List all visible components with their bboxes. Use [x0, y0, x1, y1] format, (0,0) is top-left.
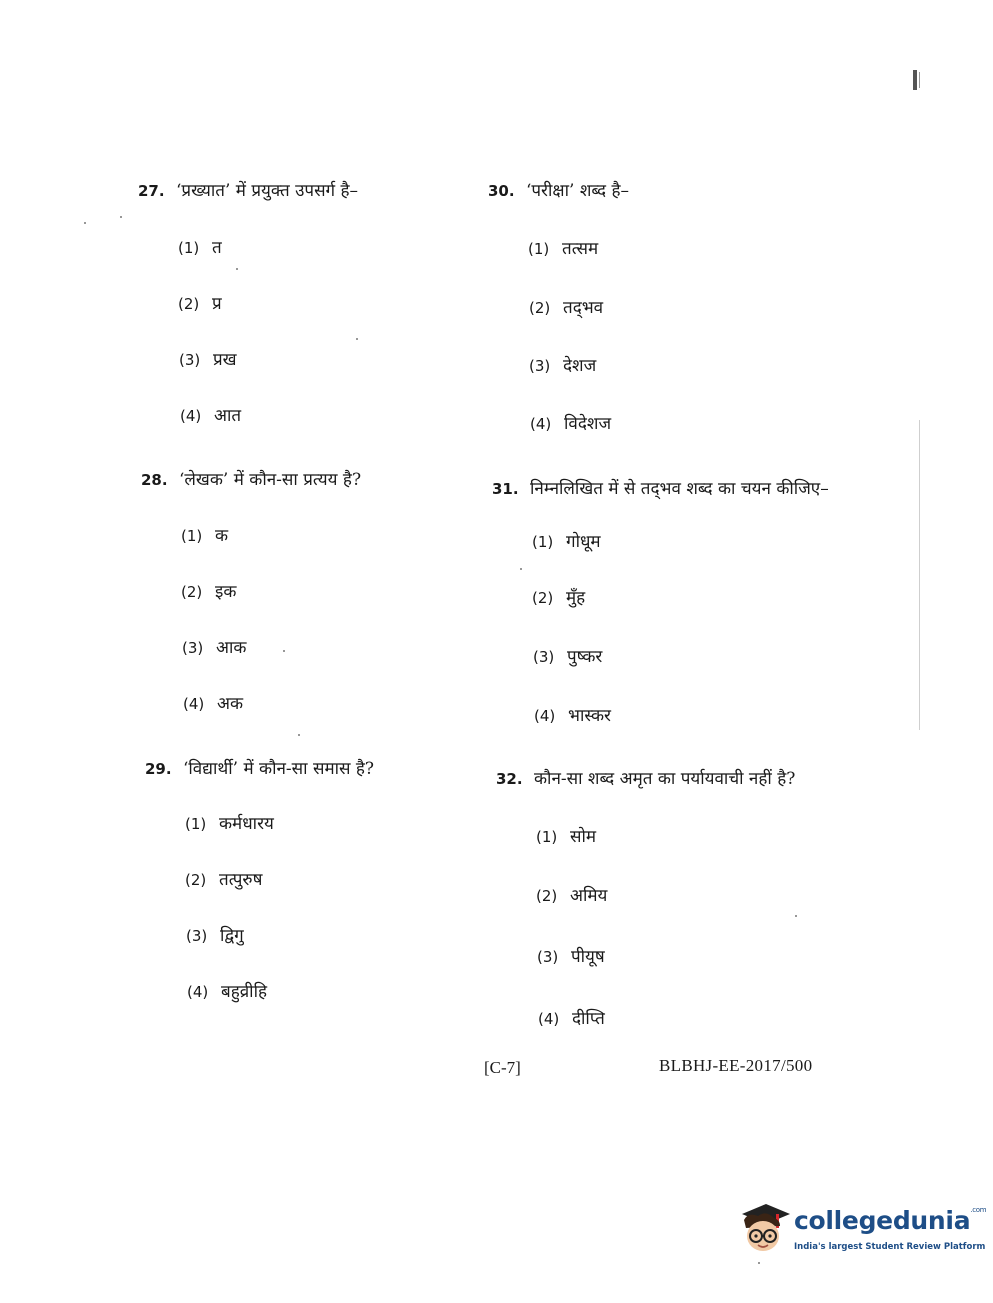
question-text: ‘विद्यार्थी’ में कौन-सा समास है?: [183, 759, 375, 779]
graduate-mascot-icon: [736, 1198, 792, 1258]
collegedunia-logo: [736, 1196, 987, 1266]
question-text: ‘लेखक’ में कौन-सा प्रत्यय है?: [179, 470, 362, 490]
question-text: निम्नलिखित में से तद्‌भव शब्द का चयन कीजिए–: [530, 479, 829, 499]
option-1: (1) त: [178, 238, 222, 258]
option-3: (3) द्विगु: [186, 926, 244, 946]
scan-speck: [236, 268, 238, 270]
scan-speck: [758, 1262, 760, 1264]
option-2: (2) तद्‌भव: [529, 298, 604, 318]
question-31: [492, 476, 852, 726]
option-2: (2) तत्पुरुष: [185, 870, 263, 890]
question-text: ‘परीक्षा’ शब्द है–: [526, 181, 629, 201]
question-32: [496, 766, 856, 1029]
option-2: (2) अमिय: [536, 886, 608, 906]
scan-speck: [356, 338, 358, 340]
scan-speck: [283, 650, 285, 652]
question-28: [141, 467, 501, 714]
option-3: (3) पीयूष: [537, 947, 605, 967]
question-text: कौन-सा शब्द अमृत का पर्यायवाची नहीं है?: [534, 769, 796, 789]
question-number: 30.: [488, 182, 515, 200]
option-2: (2) इक: [181, 582, 237, 602]
scan-edge-line: [919, 420, 920, 730]
question-30: [488, 178, 848, 434]
scan-speck: [520, 568, 522, 570]
scan-speck: [795, 915, 797, 917]
option-3: (3) पुष्कर: [533, 647, 603, 667]
question-text: ‘प्रख्यात’ में प्रयुक्त उपसर्ग है–: [176, 181, 359, 201]
question-number: 32.: [496, 770, 523, 788]
scan-speck: [84, 222, 86, 224]
option-4: (4) भास्कर: [534, 706, 611, 726]
question-number: 28.: [141, 471, 168, 489]
option-4: (4) अक: [183, 694, 244, 714]
paper-code: BLBHJ-EE-2017/500: [659, 1056, 813, 1075]
logo-wordmark: collegedunia$^{.com}$: [794, 1206, 987, 1235]
option-4: (4) विदेशज: [530, 414, 612, 434]
option-3: (3) प्रख: [179, 350, 237, 370]
option-4: (4) दीप्ति: [538, 1009, 605, 1029]
question-number: 29.: [145, 760, 172, 778]
option-1: (1) सोम: [536, 827, 597, 847]
option-2: (2) मुँह: [532, 588, 586, 608]
scan-speck: [298, 734, 300, 736]
option-1: (1) क: [181, 526, 229, 546]
logo-tagline: India's largest Student Review Platform: [794, 1242, 986, 1252]
option-1: (1) कर्मधारय: [185, 814, 274, 834]
option-3: (3) देशज: [529, 356, 597, 376]
option-1: (1) तत्सम: [528, 239, 599, 259]
scan-speck: [120, 216, 122, 218]
option-4: (4) आत: [180, 406, 242, 426]
page-number: [C-7]: [484, 1058, 521, 1077]
option-2: (2) प्र: [178, 294, 222, 314]
page-corner-mark: [913, 70, 917, 90]
question-number: 27.: [138, 182, 165, 200]
question-number: 31.: [492, 480, 519, 498]
option-3: (3) आक: [182, 638, 247, 658]
option-1: (1) गोधूम: [532, 532, 601, 552]
question-27: [138, 178, 498, 426]
option-4: (4) बहुव्रीहि: [187, 982, 268, 1002]
question-29: [145, 756, 505, 1002]
